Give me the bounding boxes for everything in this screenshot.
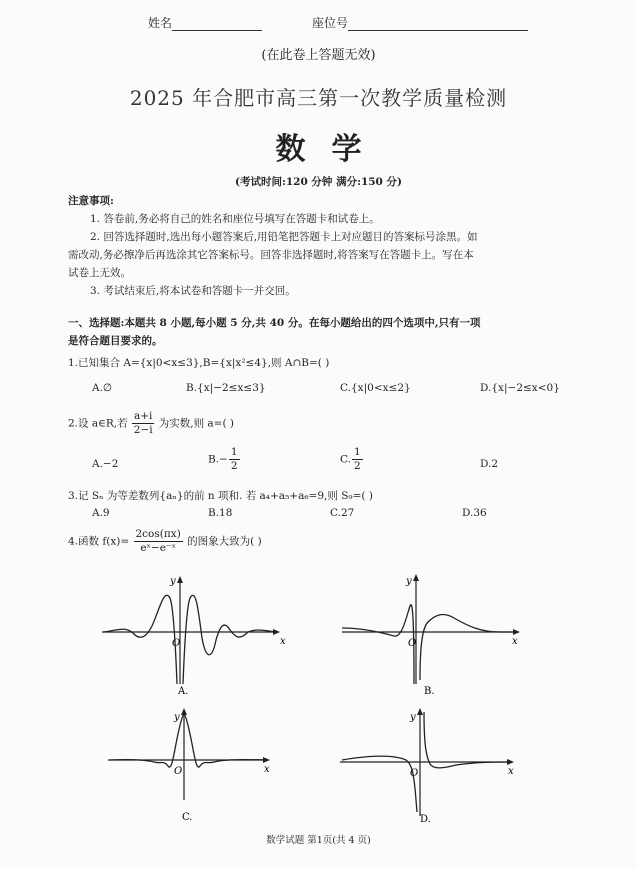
- instructions-heading: 注意事项:: [68, 195, 114, 207]
- graph-c[interactable]: [104, 704, 294, 824]
- graph-c-curve: [110, 714, 266, 767]
- y-axis-label: y: [174, 712, 180, 723]
- q4-denominator: eˣ−e⁻ˣ: [140, 542, 176, 554]
- q1-option-b[interactable]: B.{x|−2≤x≤3}: [186, 382, 266, 394]
- q3-option-d[interactable]: D.36: [462, 507, 487, 519]
- graph-b-label: B.: [424, 686, 435, 697]
- graph-d-label: D.: [420, 814, 431, 825]
- q2-numerator: a+i: [133, 410, 153, 422]
- q4-numerator: 2cos(πx): [135, 528, 181, 540]
- q2-pre: 2.设 a∈R,若: [68, 417, 128, 430]
- seat-field: [312, 14, 528, 31]
- q2-option-b-num: 1: [230, 446, 238, 458]
- question-4-stem: [68, 528, 262, 555]
- name-field: [148, 14, 262, 31]
- q2-option-c[interactable]: [340, 446, 364, 473]
- origin-label: O: [174, 766, 183, 777]
- q3-option-a[interactable]: A.9: [92, 507, 110, 519]
- question-2-stem: [68, 410, 234, 437]
- x-axis-label: x: [508, 766, 514, 777]
- q2-post: 为实数,则 a=( ): [158, 417, 235, 430]
- name-label: 姓名: [148, 16, 173, 30]
- q2-denominator: 2−i: [133, 424, 153, 436]
- q1-option-a[interactable]: A.∅: [92, 382, 113, 394]
- q2-option-b-label: B.−: [208, 453, 228, 466]
- q2-option-b[interactable]: [208, 446, 241, 473]
- instruction-line: 2. 回答选择题时,选出每小题答案后,用铅笔把答题卡上对应题目的答案标号涂黑。如: [90, 231, 478, 243]
- page-footer: 数学试题 第1页(共 4 页): [266, 835, 371, 846]
- question-1-stem: 1.已知集合 A={x|0<x≤3},B={x|x²≤4},则 A∩B=( ): [68, 357, 330, 369]
- graph-c-label: C.: [182, 812, 193, 823]
- invalid-notice: (在此卷上答题无效): [261, 48, 376, 63]
- seat-blank: [348, 17, 528, 31]
- q4-post: 的图象大致为( ): [187, 535, 262, 548]
- graph-b-curve: [342, 605, 516, 684]
- graph-a[interactable]: [98, 568, 288, 697]
- x-axis-label: x: [512, 636, 518, 647]
- q2-fraction: [132, 410, 154, 437]
- section-heading: [68, 314, 481, 350]
- instruction-line: 试卷上无效。: [68, 267, 131, 279]
- q1-option-d[interactable]: D.{x|−2≤x<0}: [480, 382, 560, 394]
- y-arrow-icon: [177, 576, 183, 583]
- q2-option-a[interactable]: A.−2: [92, 458, 119, 470]
- name-blank: [172, 17, 262, 31]
- origin-label: O: [172, 638, 181, 649]
- y-axis-label: y: [170, 576, 176, 587]
- y-axis-label: y: [406, 576, 412, 587]
- question-3-stem: 3.记 Sₙ 为等差数列{aₙ}的前 n 项和. 若 a₄+a₅+a₆=9,则 S₉=( ): [68, 490, 373, 502]
- q4-fraction: [134, 528, 183, 555]
- graph-a-label: A.: [178, 686, 189, 697]
- q3-option-b[interactable]: B.18: [208, 507, 233, 519]
- instructions: [68, 192, 478, 300]
- q2-option-d[interactable]: D.2: [480, 458, 499, 470]
- exam-title: 2025 年合肥市高三第一次教学质量检测: [129, 86, 508, 110]
- section-line: 一、选择题:本题共 8 小题,每小题 5 分,共 40 分。在每小题给出的四个选项中,只有一项: [68, 317, 481, 329]
- instruction-line: 需改动,务必擦净后再选涂其它答案标号。回答非选择题时,将答案写在答题卡上。写在本: [68, 249, 474, 261]
- graph-b[interactable]: [340, 568, 530, 697]
- instruction-line: 1. 答卷前,务必将自己的姓名和座位号填写在答题卡和试卷上。: [90, 213, 380, 225]
- y-arrow-icon: [417, 708, 423, 715]
- q1-option-c[interactable]: C.{x|0<x≤2}: [340, 382, 411, 394]
- instruction-line: 3. 考试结束后,将本试卷和答题卡一并交回。: [90, 285, 296, 297]
- y-arrow-icon: [413, 574, 419, 581]
- q2-option-c-num: 1: [354, 446, 361, 458]
- graph-d[interactable]: [336, 704, 526, 824]
- x-axis-label: x: [280, 636, 286, 647]
- q3-option-c[interactable]: C.27: [330, 507, 355, 519]
- section-line: 是符合题目要求的。: [68, 335, 163, 347]
- q2-option-c-den: 2: [354, 460, 361, 472]
- y-axis-label: y: [410, 712, 416, 723]
- exam-info: (考试时间:120 分钟 满分:150 分): [235, 176, 402, 188]
- seat-label: 座位号: [312, 16, 349, 30]
- q4-pre: 4.函数 f(x)=: [68, 535, 130, 548]
- q2-option-b-den: 2: [230, 460, 238, 472]
- graph-a-curve: [104, 595, 276, 684]
- subject-title: 数学: [275, 132, 388, 167]
- x-axis-label: x: [264, 764, 270, 775]
- origin-label: O: [410, 768, 419, 779]
- origin-label: O: [408, 638, 417, 649]
- q2-option-c-label: C.: [340, 453, 351, 466]
